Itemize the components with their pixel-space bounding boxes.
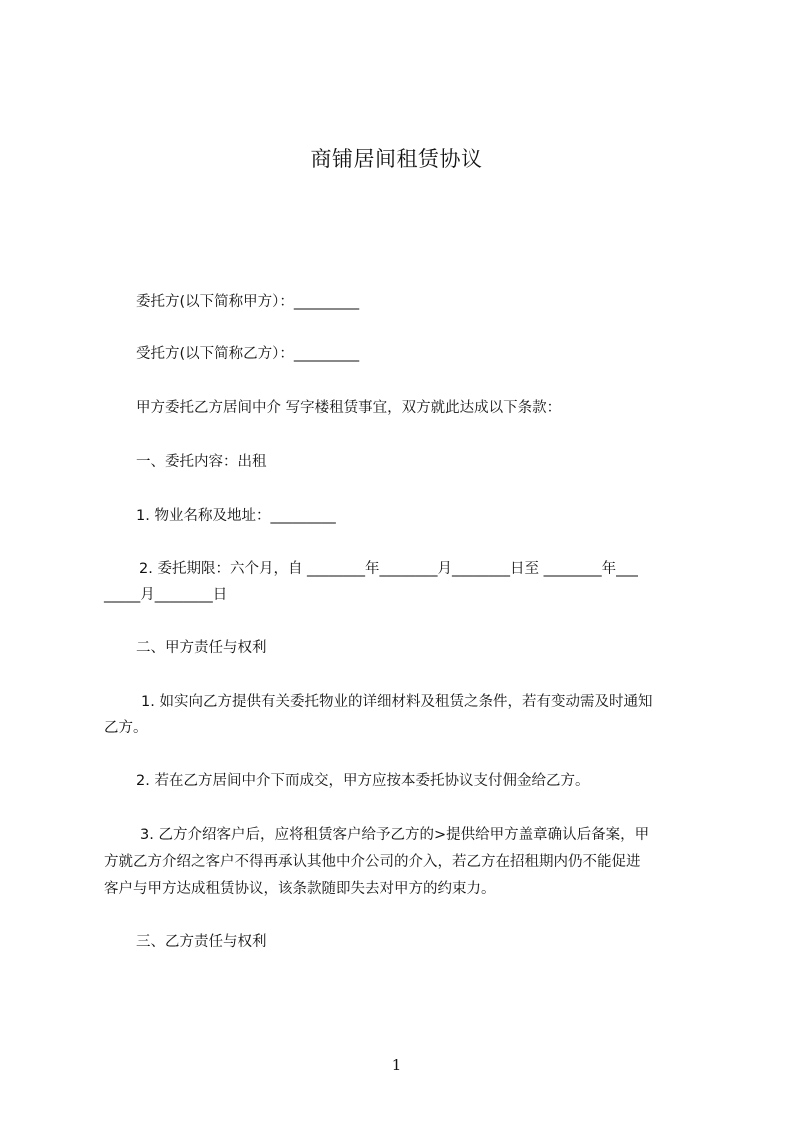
clause-2-1-line-2: 乙方。 [104, 720, 148, 736]
document-title: 商铺居间租赁协议 [310, 147, 483, 171]
clause-1-2-line-2: _____月________日 [104, 587, 228, 603]
clause-2-1-line-1: 1. 如实向乙方提供有关委托物业的详细材料及租赁之条件，若有变动需及时通知 [141, 694, 653, 710]
clause-1-1: 1. 物业名称及地址：_________ [136, 508, 336, 524]
clause-1-2-line-1: 2. 委托期限：六个月，自 ________年________月________日至 ________年___ [139, 561, 638, 577]
clause-2-3-line-3: 客户与甲方达成租赁协议，该条款随即失去对甲方的约束力。 [104, 881, 496, 897]
party-a-line: 委托方(以下简称甲方）：_________ [136, 294, 360, 310]
section-1-heading: 一、委托内容：出租 [136, 454, 267, 470]
clause-2-3-line-1: 3. 乙方介绍客户后，应将租赁客户给予乙方的>提供给甲方盖章确认后备案，甲 [140, 827, 650, 843]
party-b-line: 受托方(以下简称乙方）：_________ [136, 346, 360, 362]
section-3-heading: 三、乙方责任与权利 [136, 934, 267, 950]
page-number: 1 [391, 1056, 402, 1074]
section-2-heading: 二、甲方责任与权利 [136, 640, 267, 656]
clause-2-3-line-2: 方就乙方介绍之客户不得再承认其他中介公司的介入，若乙方在招租期内仍不能促进 [104, 854, 641, 870]
intro-line: 甲方委托乙方居间中介 写字楼租赁事宜，双方就此达成以下条款： [136, 400, 562, 416]
clause-2-2: 2. 若在乙方居间中介下而成交，甲方应按本委托协议支付佣金给乙方。 [136, 773, 590, 789]
